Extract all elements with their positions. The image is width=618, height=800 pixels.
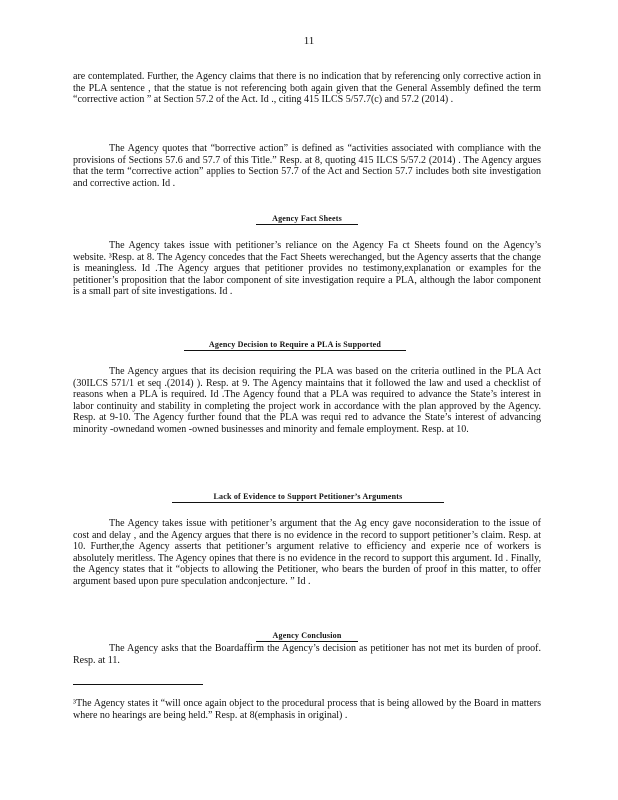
heading-agency-decision: Agency Decision to Require a PLA is Supported — [184, 340, 406, 351]
paragraph-text: The Agency quotes that “borrective action” is defined as “activities associated with compliance with the provisions of Sections 57.6 and 57.7 of this Title.” Resp. at 8, quoting 415 ILCS 5/57.2 (2014) . The Agency argues that the term “corrective action” applies to Section 57.7 of the Act and Section 57.7 includes both site investigation and corrective action. Id . — [73, 143, 541, 189]
paragraph-text: The Agency takes issue with petitioner’s reliance on the Agency Fa ct Sheets found on the Agency’s website. ³Resp. at 8. The Agency concedes that the Fact Sheets werechanged, but the Agency asserts that the change is meaningless. Id .The Agency argues that petitioner provides no testimony,explanation or examples for the petitioner’s proposition that the labor component of site investigation require a PLA, although the labor component is a small part of site investigations. Id . — [73, 240, 541, 297]
heading-agency-fact-sheets: Agency Fact Sheets — [256, 214, 358, 225]
paragraph-conclusion — [73, 643, 541, 666]
page-number: 11 — [303, 35, 315, 47]
paragraph-agency-decision — [73, 366, 541, 435]
paragraph-text: The Agency takes issue with petitioner’s argument that the Ag ency gave noconsideration to the issue of cost and delay , and the Agency argues that there is no evidence in the record to support petitioner’s claim. Resp. at 10. Further,the Agency asserts that petitioner’s argument relative to efficiency and experie nce of workers is absolutely meritless. The Agency opines that there is no evidence in the record to support this argument. Id . Finally, the Agency states that it “objects to allowing the Petitioner, who bears the burden of proof in this matter, to offer argument based upon pure speculation andconjecture. ” Id . — [73, 518, 541, 587]
footnote-text: ³The Agency states it “will once again object to the procedural process that is being allowed by the Board in matters where no hearings are being held.” Resp. at 8(emphasis in original) . — [73, 698, 541, 721]
paragraph-continuation — [73, 71, 541, 106]
heading-lack-of-evidence: Lack of Evidence to Support Petitioner’s Arguments — [172, 492, 444, 503]
footnote-divider — [73, 684, 203, 685]
paragraph-lack-of-evidence — [73, 518, 541, 587]
paragraph-corrective-action-definition — [73, 143, 541, 189]
paragraph-text: The Agency asks that the Boardaffirm the Agency’s decision as petitioner has not met its burden of proof. Resp. at 11. — [73, 643, 541, 666]
paragraph-fact-sheets — [73, 240, 541, 298]
heading-agency-conclusion: Agency Conclusion — [256, 631, 358, 642]
footnote — [73, 698, 541, 721]
paragraph-text: are contemplated. Further, the Agency claims that there is no indication that by referencing only corrective action in the PLA sentence , that the statue is not referencing both again given that the General Assembly defined the term “corrective action ” at Section 57.2 of the Act. Id ., citing 415 ILCS 5/57.7(c) and 57.2 (2014) . — [73, 71, 541, 105]
paragraph-text: The Agency argues that its decision requiring the PLA was based on the criteria outlined in the PLA Act (30ILCS 571/1 et seq .(2014) ). Resp. at 9. The Agency maintains that it followed the law and used a checklist of reasons when a PLA is required. Id .The Agency found that a PLA was required to advance the State’s interest in labor continuity and stability in completing the project work in accordance with the plan approved by the Agency. Resp. at 9-10. The Agency further found that the PLA was requi red to advance the State’s interest of advancing minority -ownedand women -owned businesses and minority and female employment. Resp. at 10. — [73, 366, 541, 435]
